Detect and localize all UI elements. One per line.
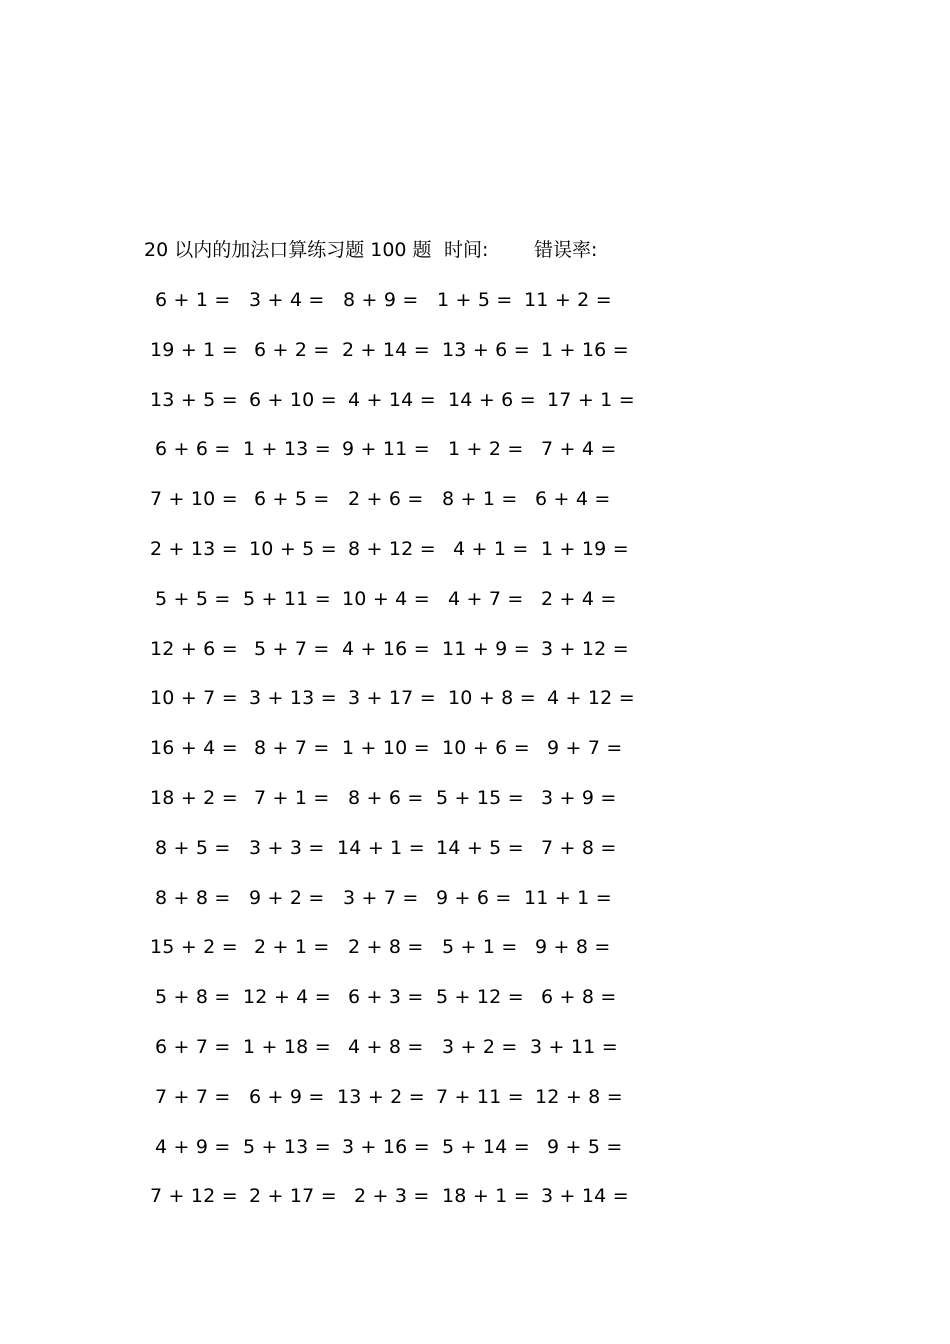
addition-problem: 1 + 2 = <box>448 438 524 461</box>
problem-row <box>0 733 950 763</box>
addition-problem: 7 + 10 = <box>150 488 238 511</box>
addition-problem: 6 + 1 = <box>155 289 231 311</box>
problem-row <box>0 285 950 315</box>
addition-problem: 2 + 6 = <box>348 488 424 511</box>
problem-row <box>0 932 950 962</box>
addition-problem: 1 + 18 = <box>243 1036 331 1058</box>
addition-problem: 14 + 1 = <box>337 836 425 859</box>
time-label: 时间: <box>444 239 489 261</box>
problem-row <box>0 434 950 464</box>
addition-problem: 3 + 3 = <box>249 836 325 859</box>
addition-problem: 6 + 2 = <box>254 338 330 361</box>
addition-problem: 5 + 5 = <box>155 587 231 610</box>
problem-row <box>0 1132 950 1162</box>
problem-row <box>0 982 950 1012</box>
addition-problem: 10 + 5 = <box>249 538 337 560</box>
addition-problem: 4 + 14 = <box>348 388 436 411</box>
problem-row <box>0 634 950 664</box>
addition-problem: 6 + 5 = <box>254 488 330 511</box>
addition-problem: 3 + 12 = <box>541 637 629 660</box>
addition-problem: 11 + 9 = <box>442 637 530 660</box>
problem-row <box>0 783 950 813</box>
error-rate-label: 错误率: <box>534 239 598 261</box>
worksheet-title: 20 以内的加法口算练习题 100 题 <box>144 239 432 261</box>
addition-problem: 9 + 2 = <box>249 886 325 909</box>
addition-problem: 5 + 11 = <box>243 587 331 610</box>
addition-problem: 10 + 8 = <box>448 687 536 710</box>
addition-problem: 4 + 16 = <box>342 637 430 660</box>
addition-problem: 12 + 8 = <box>535 1085 623 1108</box>
addition-problem: 7 + 11 = <box>436 1085 524 1108</box>
addition-problem: 2 + 13 = <box>150 538 238 560</box>
addition-problem: 8 + 6 = <box>348 787 424 809</box>
addition-problem: 13 + 6 = <box>442 338 530 361</box>
addition-problem: 2 + 4 = <box>541 587 617 610</box>
addition-problem: 5 + 1 = <box>442 936 518 959</box>
addition-problem: 13 + 5 = <box>150 388 238 411</box>
addition-problem: 6 + 4 = <box>535 488 611 511</box>
problem-row <box>0 335 950 365</box>
addition-problem: 8 + 5 = <box>155 836 231 859</box>
addition-problem: 7 + 7 = <box>155 1085 231 1108</box>
addition-problem: 6 + 7 = <box>155 1036 231 1058</box>
addition-problem: 6 + 3 = <box>348 986 424 1009</box>
addition-problem: 15 + 2 = <box>150 936 238 959</box>
addition-problem: 2 + 1 = <box>254 936 330 959</box>
addition-problem: 6 + 10 = <box>249 388 337 411</box>
problem-row <box>0 584 950 614</box>
addition-problem: 11 + 2 = <box>524 289 612 311</box>
addition-problem: 10 + 7 = <box>150 687 238 710</box>
addition-problem: 7 + 8 = <box>541 836 617 859</box>
addition-problem: 1 + 16 = <box>541 338 629 361</box>
addition-problem: 16 + 4 = <box>150 737 238 760</box>
addition-problem: 9 + 8 = <box>535 936 611 959</box>
problem-row <box>0 833 950 863</box>
addition-problem: 3 + 7 = <box>343 886 419 909</box>
addition-problem: 4 + 8 = <box>348 1036 424 1058</box>
addition-problem: 19 + 1 = <box>150 338 238 361</box>
addition-problem: 8 + 8 = <box>155 886 231 909</box>
addition-problem: 4 + 12 = <box>547 687 635 710</box>
problem-row <box>0 1082 950 1112</box>
addition-problem: 8 + 12 = <box>348 538 436 560</box>
addition-problem: 11 + 1 = <box>524 886 612 909</box>
addition-problem: 14 + 5 = <box>436 836 524 859</box>
problem-row <box>0 883 950 913</box>
addition-problem: 18 + 2 = <box>150 787 238 809</box>
problem-row <box>0 484 950 514</box>
addition-problem: 3 + 16 = <box>342 1135 430 1158</box>
addition-problem: 1 + 5 = <box>437 289 513 311</box>
addition-problem: 5 + 13 = <box>243 1135 331 1158</box>
problem-row <box>0 683 950 713</box>
addition-problem: 2 + 3 = <box>354 1185 430 1208</box>
addition-problem: 7 + 1 = <box>254 787 330 809</box>
addition-problem: 5 + 15 = <box>436 787 524 809</box>
addition-problem: 18 + 1 = <box>442 1185 530 1208</box>
addition-problem: 7 + 12 = <box>150 1185 238 1208</box>
addition-problem: 5 + 7 = <box>254 637 330 660</box>
addition-problem: 3 + 13 = <box>249 687 337 710</box>
addition-problem: 9 + 7 = <box>547 737 623 760</box>
addition-problem: 17 + 1 = <box>547 388 635 411</box>
addition-problem: 12 + 4 = <box>243 986 331 1009</box>
addition-problem: 3 + 4 = <box>249 289 325 311</box>
addition-problem: 1 + 13 = <box>243 438 331 461</box>
addition-problem: 14 + 6 = <box>448 388 536 411</box>
addition-problem: 3 + 17 = <box>348 687 436 710</box>
addition-problem: 6 + 9 = <box>249 1085 325 1108</box>
addition-problem: 10 + 6 = <box>442 737 530 760</box>
addition-problem: 7 + 4 = <box>541 438 617 461</box>
addition-problem: 3 + 2 = <box>442 1036 518 1058</box>
addition-problem: 1 + 19 = <box>541 538 629 560</box>
addition-problem: 4 + 9 = <box>155 1135 231 1158</box>
addition-problem: 13 + 2 = <box>337 1085 425 1108</box>
addition-problem: 2 + 14 = <box>342 338 430 361</box>
addition-problem: 2 + 17 = <box>249 1185 337 1208</box>
addition-problem: 10 + 4 = <box>342 587 430 610</box>
addition-problem: 1 + 10 = <box>342 737 430 760</box>
addition-problem: 5 + 14 = <box>442 1135 530 1158</box>
problem-row <box>0 534 950 564</box>
problem-row <box>0 1032 950 1062</box>
addition-problem: 6 + 6 = <box>155 438 231 461</box>
addition-problem: 4 + 7 = <box>448 587 524 610</box>
addition-problem: 3 + 11 = <box>530 1036 618 1058</box>
addition-problem: 3 + 14 = <box>541 1185 629 1208</box>
addition-problem: 8 + 1 = <box>442 488 518 511</box>
addition-problem: 2 + 8 = <box>348 936 424 959</box>
addition-problem: 4 + 1 = <box>453 538 529 560</box>
addition-problem: 8 + 9 = <box>343 289 419 311</box>
addition-problem: 8 + 7 = <box>254 737 330 760</box>
addition-problem: 9 + 11 = <box>342 438 430 461</box>
problem-row <box>0 385 950 415</box>
problem-row <box>0 1181 950 1211</box>
addition-problem: 5 + 12 = <box>436 986 524 1009</box>
addition-problem: 9 + 5 = <box>547 1135 623 1158</box>
addition-problem: 12 + 6 = <box>150 637 238 660</box>
addition-problem: 6 + 8 = <box>541 986 617 1009</box>
addition-problem: 9 + 6 = <box>436 886 512 909</box>
addition-problem: 3 + 9 = <box>541 787 617 809</box>
addition-problem: 5 + 8 = <box>155 986 231 1009</box>
